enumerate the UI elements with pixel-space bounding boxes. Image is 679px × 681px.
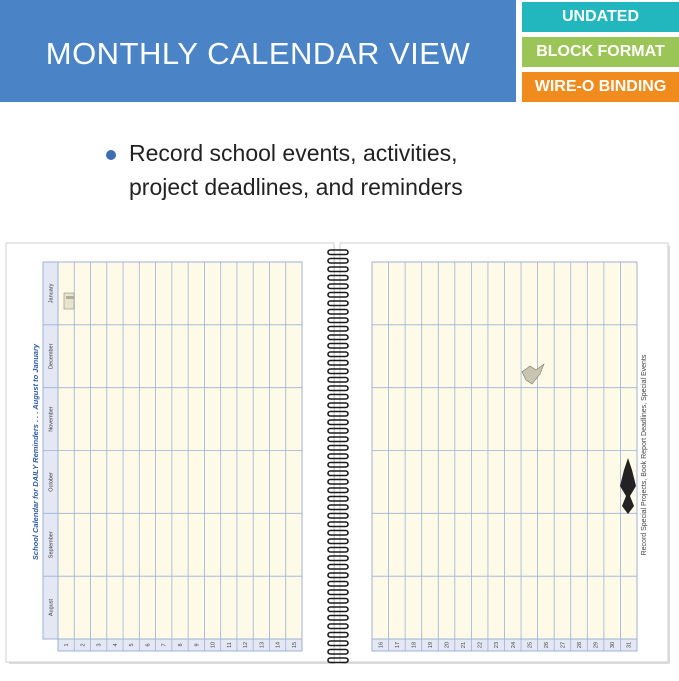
right-day-label: 31 bbox=[626, 641, 633, 649]
right-day-label: 29 bbox=[593, 641, 600, 649]
left-day-label: 3 bbox=[96, 643, 103, 647]
right-day-label: 25 bbox=[527, 641, 534, 649]
left-day-label: 13 bbox=[259, 641, 266, 649]
left-day-label: 15 bbox=[291, 641, 298, 649]
left-day-label: 5 bbox=[129, 643, 136, 647]
right-day-label: 27 bbox=[560, 641, 567, 649]
left-day-label: 7 bbox=[161, 643, 168, 647]
left-month-label: December bbox=[48, 343, 55, 369]
planner-illustration bbox=[0, 240, 679, 681]
left-month-label: November bbox=[48, 406, 55, 432]
pencil-clipart-icon bbox=[64, 293, 74, 309]
right-day-label: 22 bbox=[477, 641, 484, 649]
left-day-label: 4 bbox=[112, 643, 119, 647]
right-day-label: 28 bbox=[577, 641, 584, 649]
right-side-note: Record Special Projects, Book Report Deadlines, Special Events bbox=[641, 354, 648, 556]
left-month-label: September bbox=[48, 531, 55, 559]
left-calendar-grid bbox=[43, 262, 302, 651]
right-day-label: 24 bbox=[510, 641, 517, 649]
bullet-text-line-2: project deadlines, and reminders bbox=[129, 174, 463, 200]
left-day-label: 12 bbox=[243, 641, 250, 649]
left-day-label: 14 bbox=[275, 641, 282, 649]
right-day-label: 18 bbox=[411, 641, 418, 649]
right-day-label: 16 bbox=[378, 641, 385, 649]
wire-o-binding-tag: WIRE-O BINDING bbox=[522, 72, 679, 102]
left-day-label: 6 bbox=[145, 643, 152, 647]
right-calendar-grid bbox=[372, 262, 637, 651]
right-day-label: 19 bbox=[427, 641, 434, 649]
left-month-label: January bbox=[48, 283, 55, 304]
left-day-label: 11 bbox=[226, 642, 233, 648]
right-day-label: 17 bbox=[394, 641, 401, 649]
left-day-label: 10 bbox=[210, 641, 217, 649]
left-day-label: 9 bbox=[194, 643, 201, 647]
undated-tag: UNDATED bbox=[522, 2, 679, 32]
bullet-text-line-1: Record school events, activities, bbox=[129, 140, 458, 166]
left-month-label: August bbox=[48, 599, 55, 617]
right-day-label: 23 bbox=[494, 641, 501, 649]
bullet-dot-icon bbox=[106, 150, 116, 160]
right-day-label: 20 bbox=[444, 641, 451, 649]
left-day-label: 1 bbox=[64, 643, 71, 647]
block-format-tag: BLOCK FORMAT bbox=[522, 37, 679, 67]
left-month-label: October bbox=[48, 472, 55, 492]
left-day-label: 8 bbox=[178, 643, 184, 647]
right-day-label: 30 bbox=[610, 641, 617, 649]
page-title: MONTHLY CALENDAR VIEW bbox=[45, 36, 471, 71]
right-day-label: 26 bbox=[543, 641, 550, 649]
left-side-title: School Calendar for DAILY Reminders . . . August to January bbox=[31, 343, 40, 561]
left-day-label: 2 bbox=[80, 643, 87, 647]
right-day-label: 21 bbox=[461, 641, 468, 649]
title-banner bbox=[0, 0, 516, 102]
